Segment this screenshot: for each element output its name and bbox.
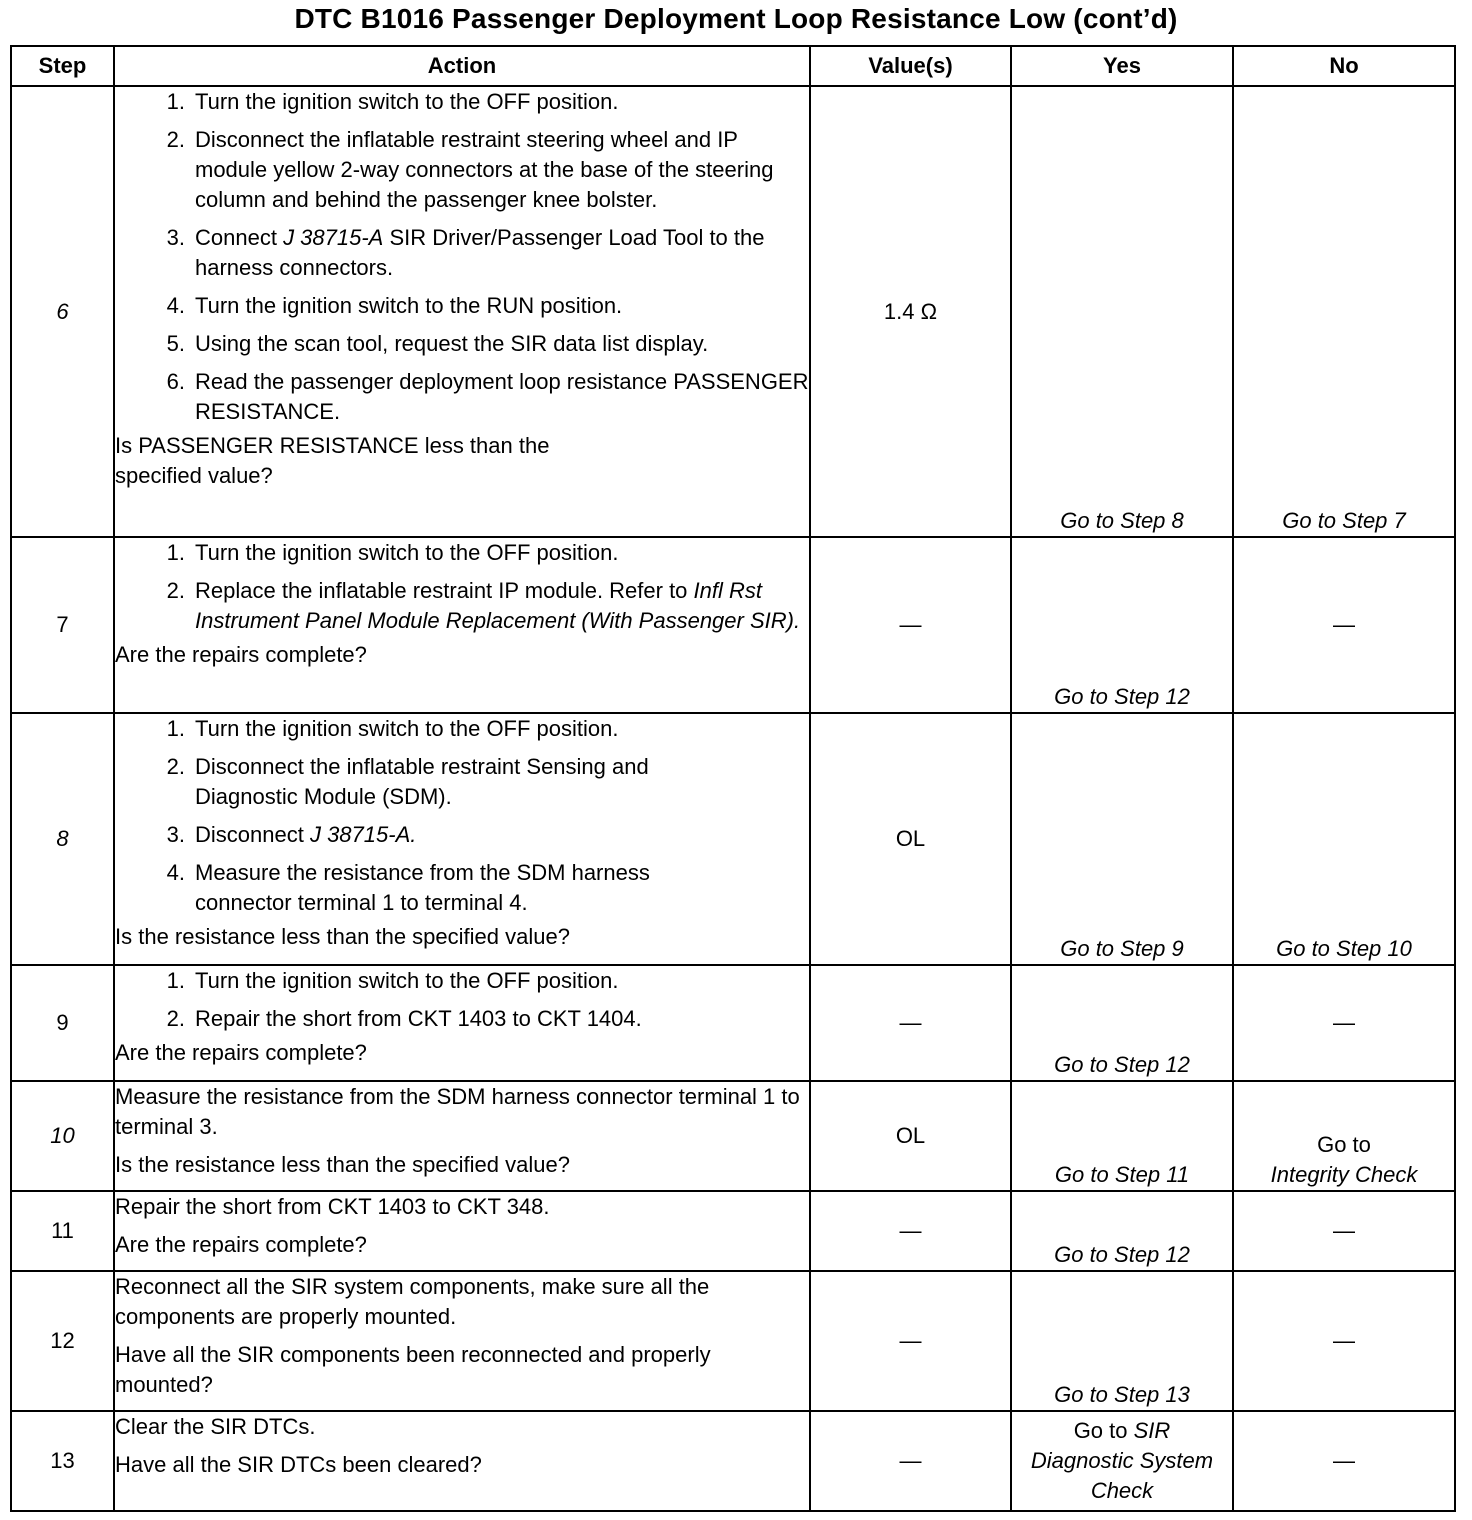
step-number: 13 <box>11 1411 114 1511</box>
no-link-line-1: Go to <box>1317 1132 1371 1157</box>
diagnostic-table <box>10 45 1456 1512</box>
action-cell <box>114 965 810 1081</box>
table-row <box>11 86 1455 537</box>
step-question: Are the repairs complete? <box>115 1040 367 1065</box>
value-cell: — <box>810 1271 1011 1411</box>
list-item: 2. Repair the short from CKT 1403 to CKT 1404. <box>166 1006 642 1031</box>
value-cell: — <box>810 1411 1011 1511</box>
step-instruction: Measure the resistance from the SDM harness connector terminal 1 to terminal 3. <box>115 1084 800 1139</box>
step-number: 10 <box>11 1081 114 1191</box>
table-row <box>11 537 1455 713</box>
no-cell: — <box>1233 1271 1455 1411</box>
step-number: 6 <box>11 86 114 537</box>
step-instruction: Reconnect all the SIR system components, make sure all the components are properly mounted. <box>115 1274 710 1329</box>
yes-link[interactable]: Go to Step 12 <box>1011 1191 1233 1271</box>
step-number: 12 <box>11 1271 114 1411</box>
procedure-list <box>115 966 809 1034</box>
yes-link[interactable]: Go to Step 11 <box>1011 1081 1233 1191</box>
yes-link[interactable]: Go to Step 13 <box>1011 1271 1233 1411</box>
header-no: No <box>1233 46 1455 86</box>
no-cell: — <box>1233 537 1455 713</box>
header-values: Value(s) <box>810 46 1011 86</box>
step-question: Have all the SIR DTCs been cleared? <box>115 1452 482 1477</box>
list-item: 6. Read the passenger deployment loop resistance PASSENGER RESISTANCE. <box>166 369 809 424</box>
list-item: 5. Using the scan tool, request the SIR data list display. <box>166 331 709 356</box>
header-step: Step <box>11 46 114 86</box>
procedure-reference[interactable]: Infl Rst Instrument Panel Module Replacement (With Passenger SIR). <box>195 578 801 633</box>
action-cell <box>114 713 810 965</box>
no-cell: — <box>1233 1411 1455 1511</box>
step-number: 11 <box>11 1191 114 1271</box>
yes-link-prefix: Go to <box>1073 1418 1134 1443</box>
step-instruction: Repair the short from CKT 1403 to CKT 348. <box>115 1194 550 1219</box>
action-cell <box>114 1271 810 1411</box>
integrity-check-link[interactable]: Integrity Check <box>1270 1162 1418 1187</box>
sir-diagnostic-system-check-link[interactable]: SIR Diagnostic System Check <box>1030 1418 1214 1503</box>
page-title: DTC B1016 Passenger Deployment Loop Resistance Low (cont’d) <box>294 3 1178 34</box>
yes-link[interactable] <box>1011 1411 1233 1511</box>
header-action: Action <box>114 46 810 86</box>
table-row <box>11 713 1455 965</box>
step-question: Have all the SIR components been reconnected and properly mounted? <box>115 1342 711 1397</box>
tool-reference: J 38715-A. <box>309 822 417 847</box>
value-cell: OL <box>810 1081 1011 1191</box>
list-item: 1. Turn the ignition switch to the OFF position. <box>166 540 619 565</box>
value-cell: 1.4 Ω <box>810 86 1011 537</box>
list-item: 2. Disconnect the inflatable restraint Sensing and Diagnostic Module (SDM). <box>166 754 649 809</box>
step-question: Are the repairs complete? <box>115 1232 367 1257</box>
action-cell <box>114 1411 810 1511</box>
step-question: Is PASSENGER RESISTANCE less than the specified value? <box>115 433 550 488</box>
no-link[interactable]: Go to Step 10 <box>1233 713 1455 965</box>
procedure-list <box>115 87 809 427</box>
yes-link[interactable]: Go to Step 12 <box>1011 537 1233 713</box>
no-cell: — <box>1233 1191 1455 1271</box>
action-cell <box>114 1081 810 1191</box>
value-cell: — <box>810 965 1011 1081</box>
action-cell <box>114 1191 810 1271</box>
procedure-list <box>115 714 809 918</box>
yes-link[interactable]: Go to Step 8 <box>1011 86 1233 537</box>
table-row <box>11 965 1455 1081</box>
table-header-row <box>11 46 1455 86</box>
step-number: 9 <box>11 965 114 1081</box>
list-item: 2. Replace the inflatable restraint IP module. Refer to Infl Rst Instrument Panel Module Replacement (With Passenger SIR). <box>166 578 801 633</box>
list-item: 3. Connect J 38715-A SIR Driver/Passenger Load Tool to the harness connectors. <box>166 225 765 280</box>
list-item: 1. Turn the ignition switch to the OFF position. <box>166 716 619 741</box>
step-number: 8 <box>11 713 114 965</box>
table-row <box>11 1271 1455 1411</box>
list-item: 4. Measure the resistance from the SDM harness connector terminal 1 to terminal 4. <box>166 860 650 915</box>
yes-link[interactable]: Go to Step 12 <box>1011 965 1233 1081</box>
procedure-list <box>115 538 809 636</box>
list-item: 3. Disconnect J 38715-A. <box>166 822 417 847</box>
value-cell: OL <box>810 713 1011 965</box>
yes-link[interactable]: Go to Step 9 <box>1011 713 1233 965</box>
table-row <box>11 1191 1455 1271</box>
step-question: Is the resistance less than the specified value? <box>115 1152 570 1177</box>
action-cell <box>114 86 810 537</box>
step-question: Is the resistance less than the specified value? <box>115 924 570 949</box>
list-item: 1. Turn the ignition switch to the OFF position. <box>166 89 619 114</box>
step-question: Are the repairs complete? <box>115 642 367 667</box>
table-row <box>11 1411 1455 1511</box>
list-item: 2. Disconnect the inflatable restraint steering wheel and IP module yellow 2-way connectors at the base of the steering column and behind the passenger knee bolster. <box>166 127 774 212</box>
no-cell: — <box>1233 965 1455 1081</box>
table-row <box>11 1081 1455 1191</box>
no-link[interactable] <box>1233 1081 1455 1191</box>
action-cell <box>114 537 810 713</box>
step-number: 7 <box>11 537 114 713</box>
header-yes: Yes <box>1011 46 1233 86</box>
step-instruction: Clear the SIR DTCs. <box>115 1414 316 1439</box>
tool-reference: J 38715-A <box>283 225 384 250</box>
value-cell: — <box>810 537 1011 713</box>
list-item: 1. Turn the ignition switch to the OFF position. <box>166 968 619 993</box>
no-link[interactable]: Go to Step 7 <box>1233 86 1455 537</box>
value-cell: — <box>810 1191 1011 1271</box>
list-item: 4. Turn the ignition switch to the RUN position. <box>166 293 623 318</box>
